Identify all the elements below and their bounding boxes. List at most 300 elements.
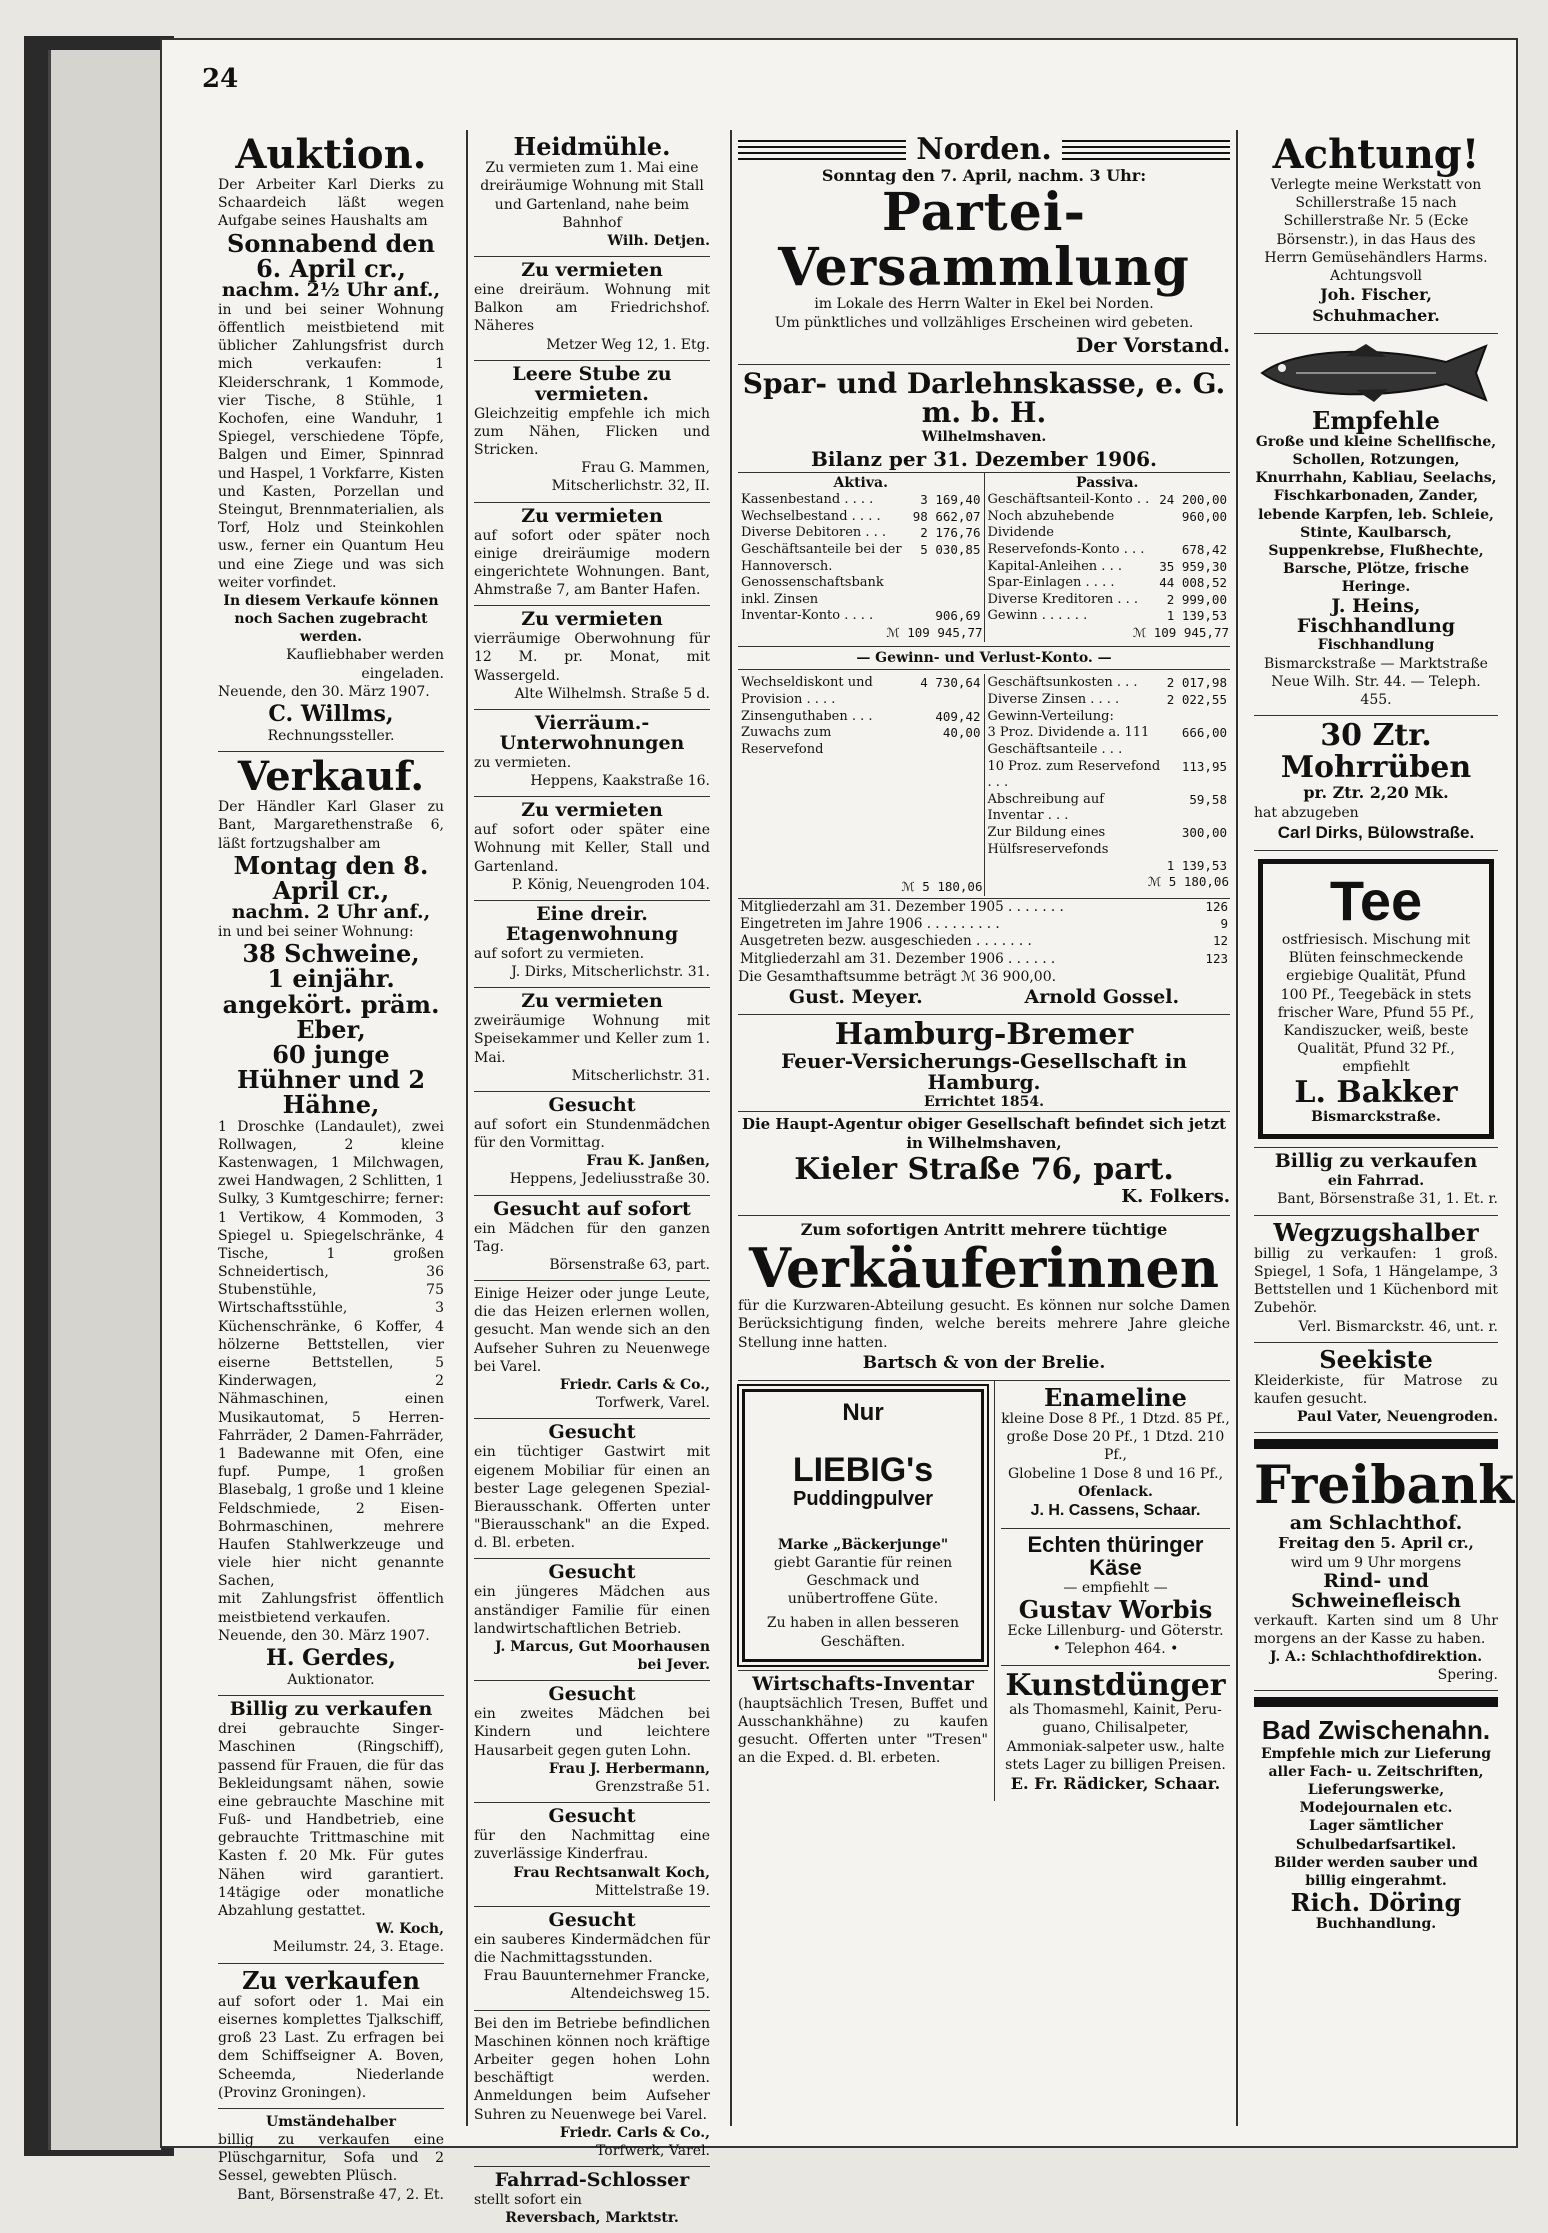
ad-title: Gesucht <box>548 1908 636 1931</box>
ad-address: Bismarckstraße — Marktstraße <box>1264 655 1488 672</box>
ad-title: Verkauf. <box>237 753 425 801</box>
ad-title: Zu vermieten <box>521 990 663 1013</box>
ad-address: Bismarckstraße. <box>1311 1109 1441 1126</box>
ad-text: Einige Heizer oder junge Leute, die das Heizen erlernen wollen, gesucht. Man wende sich an den Aufseher Suhren zu Neuenwege bei Varel. <box>474 1286 710 1375</box>
ad-signer: Reversbach, Marktstr. <box>505 2210 679 2227</box>
ad-text: ein jüngeres Mädchen aus anständiger Familie für einen landwirtschaftlichen Betrieb. <box>474 1584 710 1637</box>
ad-text: große Dose 20 Pf., 1 Dtzd. 210 Pf., <box>1006 1429 1225 1464</box>
ad-address: Heppens, Kaakstraße 16. <box>530 773 710 790</box>
ledger-label: Geschäftsanteile bei der Hannoversch. Genossenschaftsbank inkl. Zinsen <box>741 541 902 607</box>
ledger-label <box>986 858 1165 874</box>
ad-address: Verl. Bismarckstr. 46, unt. r. <box>1298 1318 1498 1335</box>
ad-time: nachm. 2½ Uhr anf., <box>221 278 441 301</box>
ad-signer: Paul Vater, Neuengroden. <box>1297 1409 1498 1426</box>
column-3 <box>730 130 1238 2126</box>
ad-item: 1 einjähr. angekört. präm. Eber, <box>222 964 440 1044</box>
ledger-value: 960,00 <box>1181 508 1227 524</box>
ledger-row <box>739 492 983 509</box>
guv-title: — Gewinn- und Verlust-Konto. — <box>738 646 1230 670</box>
ledger-label: Eingetreten im Jahre 1906 . . . . . . . . . <box>740 916 1000 933</box>
ledger-label: Diverse Zinsen . . . . <box>987 692 1120 708</box>
ad-text: Große und kleine Schellfische, Schollen, Rotzungen, Knurrhahn, Kabliau, Seelachs, Fischkarbonaden, Zander, lebende Karpfen, leb. Schleie, Stinte, Kaulbarsch, Suppenkrebse, Flußhechte, Barsche, Plötze, frische Heringe. <box>1255 433 1497 596</box>
ledger-value: 666,00 <box>1181 725 1227 741</box>
ad-text: eine dreiräum. Wohnung mit Balkon am Friedrichshof. Näheres <box>474 282 710 335</box>
ledger-label: Wechseldiskont und Provision . . . . <box>741 675 873 708</box>
soll-side <box>738 674 984 895</box>
ledger-label: Reservefonds-Konto . . . <box>987 541 1145 557</box>
ad-address: Torfwerk, Varel. <box>596 1395 710 1412</box>
ad-text: Zum sofortigen Antritt mehrere tüchtige <box>800 1219 1168 1239</box>
ad-title: Enameline <box>1044 1382 1187 1412</box>
ad-signer: W. Koch, <box>375 1921 444 1938</box>
ad-signer: Frau Bauunternehmer Francke, <box>483 1968 710 1985</box>
ad-text: mit Zahlungsfrist öffentlich meistbietend verkaufen. <box>218 1591 444 1626</box>
ad-signer: Gust. Meyer. <box>788 986 923 1009</box>
ad-title: Spar- und Darlehnskasse, e. G. m. b. H. <box>742 366 1226 430</box>
ad-wirtschaft <box>738 1670 988 1774</box>
ad-mohrrueben <box>1254 716 1498 851</box>
ad-gesucht-7 <box>474 1907 710 2011</box>
passiva-list <box>986 492 1230 625</box>
aktiva-label: Aktiva. <box>833 474 888 491</box>
ad-address: Grenzstraße 51. <box>595 1779 710 1795</box>
ledger-row <box>738 916 1230 933</box>
ad-city: Wilhelmshaven. <box>921 428 1047 445</box>
col3-bottom-right <box>994 1381 1230 1801</box>
ledger-value: 9 <box>1220 916 1228 932</box>
ad-price: pr. Ztr. 2,20 Mk. <box>1303 783 1449 803</box>
ad-title: Eine dreir. Etagenwohnung <box>505 902 679 945</box>
ad-founded: Errichtet 1854. <box>924 1093 1044 1110</box>
ad-address: Altendeichsweg 15. <box>570 1986 710 2003</box>
ledger-label: Noch abzuhebende Dividende <box>987 508 1115 541</box>
ledger-label: Zinsenguthaben . . . <box>741 708 873 724</box>
ledger-row <box>739 608 983 625</box>
ad-title: Kunstdünger <box>1005 1667 1226 1703</box>
rule-right <box>1062 136 1230 164</box>
ad-text: Empfehle mich zur Lieferung aller Fach- u. Zeitschriften, Lieferungswerke, Modejournalen etc. <box>1260 1745 1492 1817</box>
ad-signer: Der Vorstand. <box>1075 332 1230 357</box>
ledger-row <box>739 525 983 542</box>
ad-title: Heidmühle. <box>513 132 671 161</box>
ad-address: Neue Wilh. Str. 44. — Teleph. 455. <box>1271 673 1481 709</box>
ad-title: Gesucht <box>548 1421 636 1444</box>
ledger-value: 906,69 <box>935 608 981 624</box>
ad-signer: Frau K. Janßen, <box>586 1153 710 1170</box>
ad-auktion <box>218 130 444 752</box>
ledger-value: 44 008,52 <box>1159 575 1227 591</box>
ledger-label: Geschäftsunkosten . . . <box>987 675 1138 691</box>
ledger-value: 2 022,55 <box>1166 692 1227 708</box>
ad-text: zweiräumige Wohnung mit Speisekammer und Keller zum 1. Mai. <box>474 1013 710 1066</box>
ad-telephone: • Telephon 464. • <box>1052 1641 1179 1658</box>
ad-text: ein zweites Mädchen bei Kindern und leichtere Hausarbeit gegen guten Lohn. <box>474 1706 710 1759</box>
ad-title: Gesucht <box>548 1683 636 1706</box>
ad-billig <box>218 1696 444 1963</box>
stats-list <box>738 898 1230 968</box>
ledger-label: Geschäftsanteil-Konto . . <box>987 492 1150 508</box>
ad-subtitle: Feuer-Versicherungs-Gesellschaft in Hamburg. <box>781 1048 1187 1094</box>
ledger-label: Inventar-Konto . . . . <box>741 608 874 624</box>
ad-signer: C. Willms, <box>268 701 394 727</box>
ledger-label: 10 Proz. zum Reservefond . . . <box>987 758 1161 791</box>
ad-text: auf sofort oder 1. Mai ein eisernes komplettes Tjalkschiff, groß 23 Last. Zu erfragen bei dem Schiffseigner A. Boven, Scheemda, Niederlande (Provinz Groningen). <box>218 1993 444 2101</box>
divider-bar <box>1254 1697 1498 1707</box>
ad-title: Leere Stube zu vermieten. <box>512 362 672 405</box>
ad-text: Ofenlack. <box>1078 1483 1153 1500</box>
ad-text: Gleichzeitig empfehle ich mich zum Nähen, Flicken und Stricken. <box>474 405 710 459</box>
ad-text: auf sofort oder später noch einige dreiräumige modern eingerichtete Wohnungen. Bant, Ahmstraße 7, am Banter Hafen. <box>474 527 710 599</box>
guv-table <box>738 674 1230 895</box>
aktiva-list <box>739 492 983 625</box>
ad-signer: H. Gerdes, <box>266 1645 396 1671</box>
ad-text: Um pünktliches und vollzähliges Erscheinen wird gebeten. <box>774 314 1194 331</box>
ad-text: im Lokale des Herrn Walter in Ekel bei Norden. <box>814 296 1154 313</box>
ad-signer: Wilh. Detjen. <box>607 232 710 249</box>
ad-text: ostfriesisch. Mischung mit Blüten feinschmeckende ergiebige Qualität, Pfund 100 Pf., Teegebäck in stets frischer Ware, Pfund 55 Pf., Kandiszucker, weiß, beste Qualität, Pfund 32 Pf., <box>1277 932 1475 1058</box>
ledger-row <box>986 858 1230 874</box>
ad-text: zu vermieten. <box>474 754 572 771</box>
ad-signer: Spering. <box>1437 1667 1498 1684</box>
ad-gesucht-1 <box>474 1092 710 1196</box>
ad-title: Achtung! <box>1272 131 1480 178</box>
ledger-value: 98 662,07 <box>912 508 981 524</box>
ledger-label: Zur Bildung eines Hülfsreservefonds <box>987 825 1109 857</box>
ad-date: Sonnabend den 6. April cr., <box>227 228 435 283</box>
ad-hamburg-bremer <box>738 1015 1230 1216</box>
ledger-value: 24 200,00 <box>1159 492 1227 508</box>
ad-title: Norden. <box>916 132 1052 167</box>
ad-text: ein tüchtiger Gastwirt mit eigenem Mobiliar für einen an bester Lage gelegenen Spezial-Bierausschank. Offerten unter "Bierausschank" an die Exped. d. Bl. erbeten. <box>474 1444 710 1552</box>
ad-zu-vermieten-2 <box>474 503 710 607</box>
ad-enameline <box>1001 1381 1230 1529</box>
ad-sparkasse <box>738 365 1230 1015</box>
ad-text: drei gebrauchte Singer-Maschinen (Ringschiff), passend für Frauen, die für das Bekleidungsamt nähen, sowie eine gebrauchte Maschine mit Fuß- und Handbetrieb, eine gebrauchte Trittmaschine mit Kasten f. 20 Mk. Für gutes Nähen wird garantiert. 14tägige oder monatliche Abzahlung gestattet. <box>218 1721 444 1919</box>
ad-text: ein sauberes Kindermädchen für die Nachmittagsstunden. <box>474 1931 710 1966</box>
ledger-row <box>738 898 1230 916</box>
ad-place: Neuende, den 30. März 1907. <box>218 1627 430 1644</box>
column-4 <box>1248 130 1515 2126</box>
ad-gesucht-3 <box>474 1419 710 1559</box>
ledger-value: 678,42 <box>1181 541 1227 557</box>
ad-address: P. König, Neuengroden 104. <box>511 876 710 893</box>
ad-address: Meilumstr. 24, 3. Etage. <box>272 1939 444 1956</box>
ad-dreir-etage <box>474 901 710 988</box>
ledger-label: Zuwachs zum Reservefond <box>741 725 832 757</box>
ledger-label: Wechselbestand . . . . <box>741 508 881 524</box>
ledger-row <box>739 725 983 758</box>
ad-signer: Frau Rechtsanwalt Koch, <box>513 1864 710 1881</box>
ad-meat: Rind- und Schweinefleisch <box>1291 1569 1461 1612</box>
ad-event: Partei-Versammlung <box>778 182 1190 298</box>
ledger-value: 12 <box>1212 933 1228 949</box>
ledger-value: 123 <box>1205 950 1228 966</box>
aktiva-total: ℳ 109 945,77 <box>886 625 983 641</box>
ad-text: ein Fahrrad. <box>1327 1173 1425 1190</box>
ad-text: Die Haupt-Agentur obiger Gesellschaft befindet sich jetzt in Wilhelmshaven, <box>738 1111 1230 1154</box>
ad-wegzug <box>1254 1216 1498 1343</box>
ledger-label: Ausgetreten bezw. ausgeschieden . . . . . . . <box>740 933 1032 950</box>
ledger-value: 59,58 <box>1189 791 1227 807</box>
ad-title: Umständehalber <box>266 2113 396 2130</box>
haben-total: ℳ 5 180,06 <box>1147 874 1229 890</box>
ad-gesucht-4 <box>474 1559 710 1681</box>
ad-norden <box>738 130 1230 365</box>
ad-time: wird um 9 Uhr morgens <box>1290 1554 1462 1571</box>
ledger-value: 4 730,64 <box>920 675 981 691</box>
ad-signer: Joh. Fischer, Schuhmacher. <box>1312 285 1440 325</box>
ledger-row <box>986 692 1230 709</box>
ad-signer: J. H. Cassens, Schaar. <box>1030 1501 1201 1519</box>
ad-zu-vermieten-3 <box>474 606 710 710</box>
ledger-value: 126 <box>1205 898 1228 914</box>
ledger-row <box>986 709 1230 726</box>
passiva-label: Passiva. <box>1076 474 1139 491</box>
ledger-row <box>738 933 1230 950</box>
ad-gesucht-2 <box>474 1196 710 1282</box>
ad-seekiste <box>1254 1343 1498 1434</box>
ledger-row <box>986 592 1230 609</box>
ad-subtitle: Fischhandlung <box>1317 637 1435 654</box>
haben-side <box>984 674 1230 895</box>
ad-title: Billig zu verkaufen <box>229 1698 433 1721</box>
ad-signer: Arnold Gossel. <box>1024 986 1180 1009</box>
ad-date: Montag den 8. April cr., <box>233 850 429 905</box>
ledger-row <box>986 559 1230 576</box>
ad-address: Bant, Börsenstraße 31, 1. Et. r. <box>1277 1191 1498 1208</box>
ad-arbeiter <box>474 2011 710 2168</box>
ad-title: Zu vermieten <box>521 504 663 527</box>
ad-subtitle: Buchhandlung. <box>1315 1916 1437 1933</box>
ad-item: 60 junge Hühner und 2 Hähne, <box>236 1040 426 1120</box>
ad-signer: J. A.: Schlachthofdirektion. <box>1269 1648 1483 1665</box>
ad-text: Globeline 1 Dose 8 und 16 Pf., <box>1007 1465 1224 1482</box>
soll-list <box>739 675 983 758</box>
ad-text: in und bei seiner Wohnung: <box>218 924 414 941</box>
ledger-label: Kapital-Anleihen . . . <box>987 558 1122 574</box>
ad-achtung <box>1254 130 1498 334</box>
ad-text: vierräumige Oberwohnung für 12 M. pr. Monat, mit Wassergeld. <box>474 631 710 684</box>
ad-title: Echten thüringer Käse <box>1027 1531 1204 1580</box>
ad-text: Der Händler Karl Glaser zu Bant, Margarethenstraße 6, läßt fortzugshalber am <box>218 799 444 852</box>
ad-text: Zu haben in allen besseren Geschäften. <box>766 1615 960 1650</box>
ad-signer: Carl Dirks, Bülowstraße. <box>1277 823 1475 843</box>
ledger-value: 2 176,76 <box>920 525 981 541</box>
ledger-label: Spar-Einlagen . . . . <box>987 575 1115 591</box>
ad-title: Gesucht <box>548 1561 636 1584</box>
ad-signer: Friedr. Carls & Co., <box>559 1377 710 1393</box>
liebig-marke: Marke „Bäckerjunge" <box>777 1536 949 1553</box>
ad-title: Zu verkaufen <box>242 1965 420 1995</box>
ledger-value: 1 139,53 <box>1166 858 1227 874</box>
ad-text: kleine Dose 8 Pf., 1 Dtzd. 85 Pf., <box>1001 1410 1230 1427</box>
ad-fahrrad-schlosser <box>474 2167 710 2233</box>
ad-text: für den Nachmittag eine zuverlässige Kinderfrau. <box>474 1828 710 1863</box>
ad-address: Metzer Weg 12, 1. Etg. <box>546 336 710 353</box>
ad-title: Zu vermieten <box>521 259 663 282</box>
ad-text: Zu vermieten zum 1. Mai eine dreiräumige Wohnung mit Stall und Gartenland, nahe beim Bahnhof <box>480 160 704 231</box>
ad-text: in und bei seiner Wohnung öffentlich meistbietend mit üblicher Zahlungsfrist durch mich verkaufen: 1 Kleiderschrank, 1 Kommode, vier Tische, 8 Stühle, 1 Kochofen, eine Wanduhr, 1 Spiegel, verschiedene Töpfe, Balgen und Eimer, Spinnrad und Haspel, 1 Vorkfarre, Kisten und Kasten, Porzellan und Steingut, Brennmaterialien, als Torf, Holz und Steinkohlen usw., ferner ein Quantum Heu und eine Ziege und was sich weiter vorfindet. <box>218 301 444 591</box>
ad-text: ein Mädchen für den ganzen Tag. <box>474 1220 710 1255</box>
ad-zu-vermieten-5 <box>474 988 710 1092</box>
ad-title: 30 Ztr. Mohrrüben <box>1280 718 1472 785</box>
ledger-label: Diverse Kreditoren . . . <box>987 591 1139 607</box>
ad-text: 1 Droschke (Landaulet), zwei Rollwagen, 2 kleine Kastenwagen, 1 Milchwagen, zwei Handwagen, 2 Schlitten, 1 Sulky, 3 Kumtgeschirre; ferner: 1 Vertikow, 4 Kommoden, 3 Spiegel u. Spiegelschränke, 4 Tische, 1 großen Schneidertisch, 36 Stubenstühle, 75 Wirtschaftsstühle, 3 Küchenschränke, 6 Koffer, 4 hölzerne Bettstellen, vier eiserne Bettstellen, 5 Kinderwagen, 2 Nähmaschinen, einen Musikautomat, 5 Herren-Fahrräder, 2 Damen-Fahrräder, 1 Badewanne mit Ofen, eine fupf. Pumpe, 1 großen Blasebalg, 1 große und 1 kleine Feldschmiede, 2 Eisen-Bohrmaschinen, mehrere Haufen Stahlwerkzeuge und viele hier nicht genannte Sachen, <box>218 1118 444 1590</box>
ad-text: (hauptsächlich Tresen, Buffet und Ausschankhähne) zu kaufen gesucht. Offerten unter "Tresen" an die Exped. d. Bl. erbeten. <box>738 1695 988 1767</box>
ad-address: Torfwerk, Varel. <box>596 2142 710 2159</box>
ad-address: Bant, Börsenstraße 47, 2. Et. <box>237 2186 444 2203</box>
ad-text: Lager sämtlicher Schulbedarfsartikel. <box>1295 1818 1457 1853</box>
rule-left <box>738 136 906 164</box>
ad-title: Auktion. <box>235 131 427 178</box>
ad-address: Kieler Straße 76, part. <box>794 1151 1174 1187</box>
ad-text: giebt Garantie für reinen Geschmack und unübertroffene Güte. <box>773 1554 953 1608</box>
bilanz-table <box>738 472 1230 642</box>
ad-title: Zu vermieten <box>521 799 663 822</box>
ad-address: Alte Wilhelmsh. Straße 5 d. <box>514 685 710 702</box>
ledger-row <box>986 509 1230 542</box>
ad-address: Mitscherlichstr. 31. <box>571 1067 710 1084</box>
ledger-label: Abschreibung auf Inventar . . . <box>987 791 1105 824</box>
ledger-value: 2 017,98 <box>1166 675 1227 691</box>
ad-bad-zwischenahn <box>1254 1713 1498 1939</box>
ad-title: Verkäuferinnen <box>748 1236 1220 1301</box>
ledger-row <box>986 759 1230 792</box>
ad-gesucht-5 <box>474 1681 710 1803</box>
ledger-value: 40,00 <box>942 725 981 741</box>
ad-text: als Thomasmehl, Kainit, Peru-guano, Chilisalpeter, Ammoniak-salpeter usw., halte stets Lager zu billigen Preisen. <box>1005 1702 1226 1773</box>
liebig-brand: LIEBIG's <box>792 1450 934 1489</box>
ad-text: Kaufliebhaber werden eingeladen. <box>286 647 444 682</box>
ad-title: Tee <box>1329 869 1423 933</box>
ad-text: auf sofort zu vermieten. <box>474 945 645 962</box>
ad-subtitle: am Schlachthof. <box>1289 1512 1463 1535</box>
ledger-row <box>986 542 1230 559</box>
fish-icon <box>1256 340 1496 406</box>
ad-title: Vierräum.-Unterwohnungen <box>499 712 685 754</box>
ad-title: Hamburg-Bremer <box>834 1017 1134 1053</box>
ad-text: Kleiderkiste, für Matrose zu kaufen gesucht. <box>1254 1372 1498 1408</box>
ad-text: empfiehlt <box>1342 1059 1410 1076</box>
ad-signer-role: Auktionator. <box>287 1672 375 1688</box>
ad-title: Gesucht auf sofort <box>493 1197 691 1220</box>
ad-signer: L. Bakker <box>1294 1074 1458 1110</box>
ledger-row <box>739 709 983 726</box>
ledger-value: 113,95 <box>1181 758 1227 774</box>
ad-text: Verlegte meine Werkstatt von Schillerstraße 15 nach Schillerstraße Nr. 5 (Ecke Börsenstr.), in das Haus des Herrn Gemüsehändlers Harms. Achtungsvoll <box>1264 177 1488 284</box>
ad-vierraeum <box>474 710 710 797</box>
ledger-row <box>739 542 983 609</box>
ledger-value: 5 030,85 <box>920 541 981 557</box>
ledger-row <box>986 575 1230 592</box>
ad-address: J. Dirks, Mitscherlichstr. 31. <box>511 964 710 980</box>
ad-tee <box>1258 859 1494 1139</box>
ledger-value: 1 139,53 <box>1166 608 1227 624</box>
page-edge-inner <box>48 50 161 2150</box>
ad-time: nachm. 2 Uhr anf., <box>231 901 431 924</box>
ad-kunstduenger <box>1001 1666 1230 1801</box>
ad-signer: J. Marcus, Gut Moorhausen bei Jever. <box>495 1638 710 1674</box>
ad-title: Freibank <box>1254 1455 1515 1517</box>
ad-text: auf sofort ein Stundenmädchen für den Vormittag. <box>474 1116 710 1151</box>
haben-list <box>986 675 1230 874</box>
ad-title: Gesucht <box>548 1093 636 1116</box>
ad-verkaeuferinnen <box>738 1216 1230 1381</box>
ledger-row <box>986 825 1230 858</box>
ad-address: Börsenstraße 63, part. <box>549 1256 710 1273</box>
ad-title: Empfehle <box>1312 405 1440 435</box>
ad-address: Frau G. Mammen, Mitscherlichstr. 32, II. <box>551 460 710 495</box>
ad-signer: Friedr. Carls & Co., <box>559 2124 710 2141</box>
spar-signers <box>738 986 1230 1008</box>
ledger-row <box>986 792 1230 825</box>
ad-signer: Bartsch & von der Brelie. <box>862 1352 1106 1373</box>
ad-text: billig zu verkaufen: 1 groß. Spiegel, 1 Sofa, 1 Hängelampe, 3 Bettstellen und 1 Küchenbord mit Zubehör. <box>1254 1245 1498 1317</box>
soll-total: ℳ 5 180,06 <box>901 878 983 894</box>
ad-title: Fahrrad-Schlosser <box>494 2169 690 2192</box>
ad-place: Neuende, den 30. März 1907. <box>218 683 430 700</box>
ad-signer: Frau J. Herbermann, <box>548 1760 710 1777</box>
ad-text: — empfiehlt — <box>1063 1579 1168 1596</box>
ad-text: billig zu verkaufen eine Plüschgarnitur, Sofa und 2 Sessel, gewebten Plüsch. <box>218 2132 444 2185</box>
ad-gesucht-6 <box>474 1803 710 1907</box>
bilanz-title: Bilanz per 31. Dezember 1906. <box>810 446 1158 471</box>
ad-text: für die Kurzwaren-Abteilung gesucht. Es können nur solche Damen Berücksichtigung finden, welche bereits mehrere Jahre gleiche Stellung inne hatten. <box>738 1298 1230 1351</box>
ad-address: Ecke Lillenburg- und Göterstr. <box>1007 1623 1224 1640</box>
ad-note: In diesem Verkaufe können noch Sachen zugebracht werden. <box>223 592 439 646</box>
ledger-label: Mitgliederzahl am 31. Dezember 1906 . . . . . . <box>740 950 1056 967</box>
ad-heidmuehle <box>474 130 710 257</box>
ad-liebig <box>742 1389 984 1662</box>
ledger-value: 300,00 <box>1181 825 1227 841</box>
col3-bottom <box>738 1381 1230 1801</box>
ad-title: Zu vermieten <box>521 608 663 631</box>
ad-signer: J. Heins, Fischhandlung <box>1296 594 1456 637</box>
ad-freibank <box>1254 1455 1515 1691</box>
ad-text: Der Arbeiter Karl Dierks zu Schaardeich läßt wegen Aufgabe seines Haushalts am <box>218 177 444 230</box>
ad-signer: Rich. Döring <box>1290 1888 1462 1918</box>
haftsumme: Die Gesamthaftsumme beträgt ℳ 36 900,00. <box>738 968 1057 985</box>
ad-zu-vermieten-1 <box>474 257 710 361</box>
passiva-side <box>984 472 1230 642</box>
ledger-row <box>986 725 1230 758</box>
ad-title: Seekiste <box>1319 1344 1433 1374</box>
ad-title: Billig zu verkaufen <box>1274 1150 1478 1173</box>
ledger-label: Mitgliederzahl am 31. Dezember 1905 . . . . . . . <box>740 898 1064 915</box>
ad-title: Gesucht <box>548 1805 636 1828</box>
ad-zu-vermieten-4 <box>474 797 710 901</box>
ad-umstaende <box>218 2109 444 2210</box>
ad-text: auf sofort oder später eine Wohnung mit Keller, Stall und Gartenland. <box>474 822 710 875</box>
ledger-label: Kassenbestand . . . . <box>741 492 874 508</box>
column-2 <box>466 130 716 2227</box>
ad-text: Bei den im Betriebe befindlichen Maschinen können noch kräftige Arbeiter gegen hohen Lohn beschäftigt werden. Anmeldungen beim Aufseher Suhren zu Neuenwege bei Varel. <box>474 2015 710 2123</box>
liebig-nur: Nur <box>842 1398 884 1426</box>
ledger-value: 3 169,40 <box>920 492 981 508</box>
ledger-label: Diverse Debitoren . . . <box>741 525 887 541</box>
ad-text: hat abzugeben <box>1254 805 1359 822</box>
norden-header <box>738 134 1230 166</box>
ad-item: 38 Schweine, <box>242 939 420 969</box>
ledger-row <box>739 509 983 526</box>
ledger-value <box>1165 709 1229 726</box>
divider-bar <box>1254 1439 1498 1449</box>
ledger-label: Gewinn . . . . . . <box>987 608 1088 624</box>
ad-leere-stube <box>474 361 710 503</box>
ledger-label: Gewinn-Verteilung: <box>987 708 1114 724</box>
ad-date: Sonntag den 7. April, nachm. 3 Uhr: <box>821 165 1147 185</box>
col3-bottom-left <box>738 1381 988 1801</box>
